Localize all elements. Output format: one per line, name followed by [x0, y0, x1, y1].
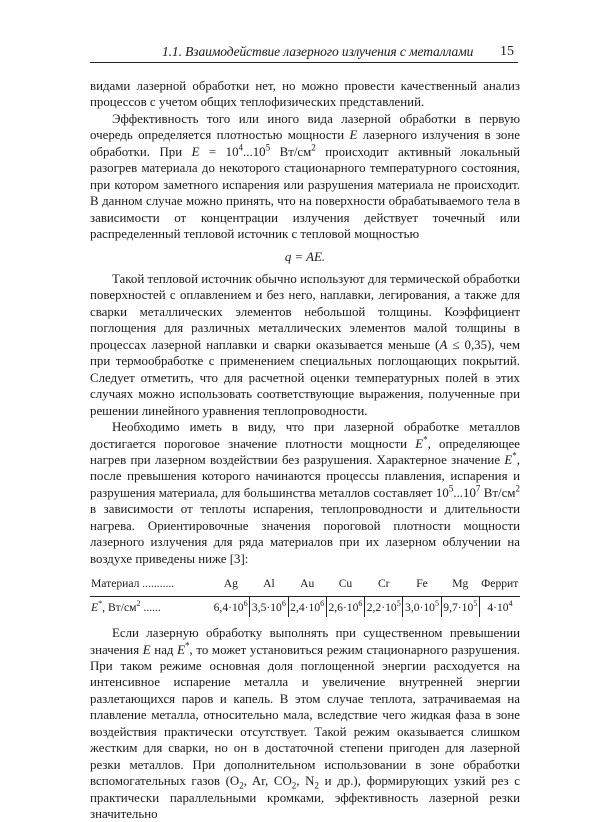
table-cell-value: $2,2\cdot 10^5$ — [365, 596, 403, 617]
paragraph-4: Если лазерную обработку выполнять при существенном превышении значения E над E*, то может установиться режим стационарного разрушения. При таком режиме основная доля поглощенной энергии расходуется на интенсивное испарение металла и увеличение внутренней энергии разлетающихся паров и капель. В этом случае теплота, затрачиваемая на плавление металла, относительно мала, вследствие чего жидкая фаза в зоне воздействия практически отсутствует. Такой режим оказывается слишком жестким для сварки, но он в достаточной степени пригоден для лазерной резки металлов. При дополнительном использовании в зоне обработки вспомогательных газов ($O_2$, Ar, $CO_2$, $N_2$ и др.), формирующих узкий рез с практически параллельными кромками, эффективность лазерной резки значительно — [90, 626, 520, 822]
table-row-values — [90, 596, 520, 617]
table-cell-value: $2,4\cdot 10^6$ — [288, 596, 326, 617]
table-cell-material: Au — [288, 575, 326, 596]
table-cell-material: Феррит — [479, 575, 520, 596]
table-cell-value: $2,6\cdot 10^6$ — [326, 596, 364, 617]
table-label-threshold: E*, $Вт/см^2$ ...... — [91, 598, 161, 614]
table-cell-material: Mg — [441, 575, 479, 596]
table-cell-value: $6,4\cdot 10^6$ — [213, 598, 248, 614]
table-label-material: Материал ........... — [90, 575, 212, 596]
paragraph-3: Необходимо иметь в виду, что при лазерной обработке металлов достигается пороговое значение плотности мощности E*, определяющее нагрев при лазерном воздействии без разрушения. Характерное значение E*, после превышения которого начинаются процессы плавления, испарения и разрушения материала, для большинства металлов составляет $10^5...10^7$ $Вт/см^2$ в зависимости от теплоты испарения, теплопроводности и длительности нагрева. Ориентировочные значения пороговой плотности мощности лазерного излучения для ряда материалов при их лазерном облучении на воздухе приведены ниже [3]: — [90, 420, 520, 566]
running-header — [90, 44, 518, 63]
table-row-materials — [90, 575, 520, 596]
table-cell-material: Fe — [403, 575, 441, 596]
paragraph-2: Такой тепловой источник обычно используют для термической обработки поверхностей с оплавлением и без него, наплавки, легирования, а также для сварки металлических элементов небольшой толщины. Коэффициент поглощения для различных металлических элементов малой толщины в процессах лазерной наплавки и сварки оказывается меньше (A ≤ 0,35), чем при термообработке с применением специальных поглощающих покрытий. Следует отметить, что для расчетной оценки температурных полей в этих случаях можно использовать соответствующие выражения, полученные при решении линейного уравнения теплопроводности. — [90, 271, 520, 418]
table-cell-value: $3,0\cdot 10^5$ — [403, 596, 441, 617]
threshold-table — [90, 575, 520, 617]
table-cell-value: $9,7\cdot 10^5$ — [441, 596, 479, 617]
table-cell-material: Cu — [326, 575, 364, 596]
running-title: 1.1. Взаимодействие лазерного излучения с металлами — [162, 44, 474, 59]
table-cell-material: Al — [250, 575, 288, 596]
table-cell-material: Cr — [365, 575, 403, 596]
text-body — [90, 78, 520, 822]
table-cell-value: $3,5\cdot 10^6$ — [250, 596, 288, 617]
page-number: 15 — [500, 44, 514, 59]
paragraph-0: видами лазерной обработки нет, но можно провести качественный анализ процессов с учетом общих теплофизических представлений. — [90, 79, 520, 110]
formula: q = AE. — [284, 249, 326, 264]
paragraph-1: Эффективность того или иного вида лазерной обработки в первую очередь определяется плотностью мощности E лазерного излучения в зоне обработки. При $E = 10^4...10^5$ $Вт/см^2$ происходит активный локальный разогрев материала до некоторого стационарного температурного состояния, при котором заметного испарения или разрушения материала не происходит. В данном случае можно принять, что на поверхности обрабатываемого тела в зависимости от концентрации излучения действует точечный или распределенный тепловой источник с тепловой мощностью — [90, 111, 520, 242]
table-cell-material: Ag — [212, 575, 250, 596]
table-cell-value: $4\cdot 10^4$ — [479, 596, 520, 617]
